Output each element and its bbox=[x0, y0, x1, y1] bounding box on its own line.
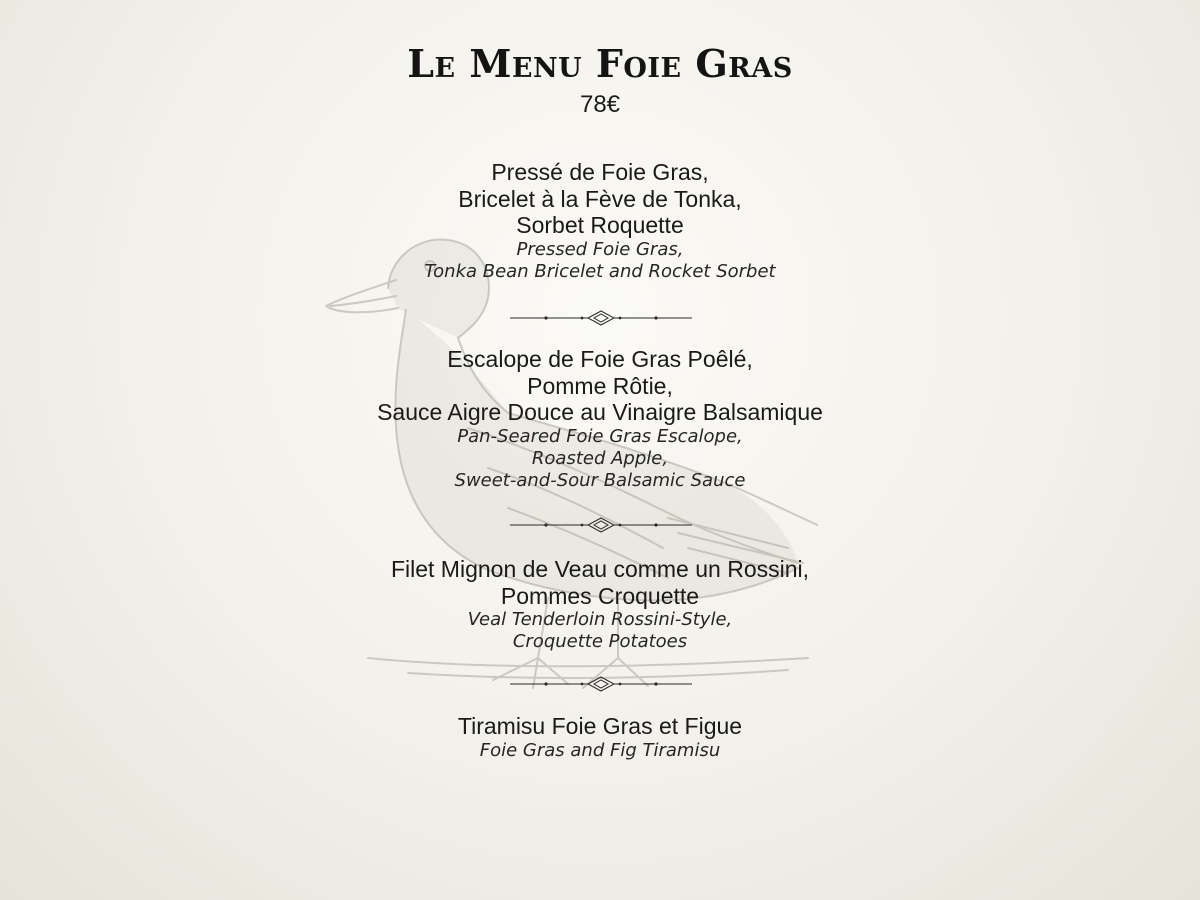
course-1 bbox=[0, 159, 1200, 283]
course-en-line: Pressed Foie Gras, bbox=[516, 238, 684, 260]
course-fr-line: Pommes Croquette bbox=[500, 582, 700, 609]
course-fr-line: Sorbet Roquette bbox=[516, 212, 684, 238]
course-en-line: Pan-Seared Foie Gras Escalope, bbox=[457, 425, 743, 447]
course-3 bbox=[0, 556, 1200, 653]
menu-header bbox=[0, 40, 1200, 120]
menu-title: Le Menu Foie Gras bbox=[407, 41, 793, 86]
course-2 bbox=[0, 346, 1200, 492]
ornamental-divider-icon bbox=[508, 515, 694, 535]
menu-price: 78€ bbox=[579, 91, 621, 118]
course-fr-line: Bricelet à la Fève de Tonka, bbox=[458, 185, 742, 212]
course-fr-line: Tiramisu Foie Gras et Figue bbox=[457, 713, 743, 739]
course-4 bbox=[0, 713, 1200, 762]
course-fr-line: Filet Mignon de Veau comme un Rossini, bbox=[390, 556, 810, 582]
course-en-line: Foie Gras and Fig Tiramisu bbox=[479, 739, 721, 761]
course-fr-line: Pomme Rôtie, bbox=[527, 372, 673, 399]
course-en-line: Veal Tenderloin Rossini-Style, bbox=[467, 609, 733, 630]
course-fr-line: Pressé de Foie Gras, bbox=[491, 159, 709, 185]
ornamental-divider-icon bbox=[508, 308, 694, 328]
course-en-line: Roasted Apple, bbox=[531, 447, 669, 469]
course-fr-line: Escalope de Foie Gras Poêlé, bbox=[447, 346, 753, 372]
course-en-line: Sweet-and-Sour Balsamic Sauce bbox=[454, 469, 746, 491]
ornamental-divider-icon bbox=[508, 674, 694, 694]
course-en-line: Croquette Potatoes bbox=[512, 631, 688, 652]
course-fr-line: Sauce Aigre Douce au Vinaigre Balsamique bbox=[377, 399, 823, 425]
course-en-line: Tonka Bean Bricelet and Rocket Sorbet bbox=[424, 260, 776, 282]
